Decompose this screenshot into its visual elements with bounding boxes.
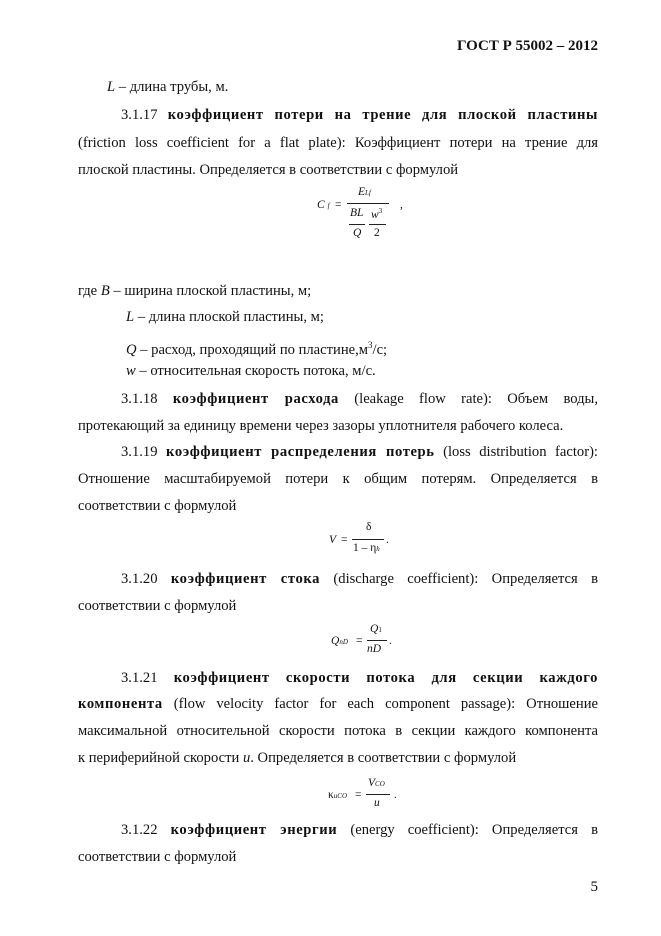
formula-numerator: δ <box>366 521 372 533</box>
section-3-1-20-line1: 3.1.20 коэффициент стока (discharge coefficient): Определяется в <box>121 571 598 587</box>
section-3-1-18-line1: 3.1.18 коэффициент расхода (leakage flow rate): Объем воды, <box>121 391 598 407</box>
formula-two: 2 <box>374 227 380 239</box>
formula-numerator: ELf <box>358 186 371 198</box>
formula-equals: = <box>355 789 362 801</box>
formula-numerator: VCO <box>368 777 385 789</box>
where-w: w – относительная скорость потока, м/с. <box>126 363 376 379</box>
formula-lhs: Cf <box>317 199 330 211</box>
formula-lhs: κuCO <box>328 789 348 801</box>
section-3-1-20-line2: соответствии с формулой <box>78 598 237 614</box>
section-3-1-19-line3: соответствии с формулой <box>78 498 237 514</box>
formula-trailing-comma: , <box>400 199 403 211</box>
section-3-1-17-line2: (friction loss coefficient for a flat plate): Коэффициент потери на трение для <box>78 135 598 151</box>
formula-trailing-dot: . <box>394 789 397 801</box>
section-3-1-19-line1: 3.1.19 коэффициент распределения потерь (loss distribution factor): <box>121 444 598 460</box>
formula-denominator: 1 – ηh <box>353 542 380 554</box>
formula-equals: = <box>335 199 342 211</box>
fraction-bar <box>366 794 390 795</box>
section-3-1-21-line2: компонента (flow velocity factor for each component passage): Отношение <box>78 696 598 712</box>
formula-trailing-dot: . <box>386 534 389 546</box>
section-3-1-22-line2: соответствии с формулой <box>78 849 237 865</box>
where-Q: Q – расход, проходящий по $пластине,м^3/с$; <box>126 340 388 358</box>
definition-line-pipe-length <box>107 78 228 96</box>
formula-lhs: V <box>329 534 337 546</box>
fraction-bar <box>347 203 389 204</box>
formula-w: $w^3$ <box>371 207 383 221</box>
term: коэффициент энергии <box>170 822 338 838</box>
formula-denominator: u <box>374 797 380 809</box>
formula-Q: Q <box>353 227 362 239</box>
fraction-bar <box>352 539 384 540</box>
section-number: 3.1.17 <box>121 107 168 123</box>
section-3-1-17-line3: плоской пластины. Определяется в соответствии с формулой <box>78 162 459 178</box>
formula-BL: BL <box>350 207 364 219</box>
section-3-1-21-line1: 3.1.21 коэффициент скорости потока для секции каждого <box>121 670 598 686</box>
formula-equals: = <box>356 635 363 647</box>
section-3-1-19-line2: Отношение масштабируемой потери к общим потерям. Определяется в <box>78 471 598 487</box>
fraction-bar <box>367 640 387 641</box>
where-L: L – длина плоской пластины, м; <box>126 309 324 325</box>
section-3-1-18-line2: протекающий за единицу времени через зазоры уплотнителя рабочего колеса. <box>78 418 564 434</box>
where-B: где B – ширина плоской пластины, м; <box>78 283 312 299</box>
term: компонента <box>78 696 163 712</box>
formula-equals: = <box>341 534 348 546</box>
term: коэффициент потери на трение для плоской пластины <box>167 107 598 123</box>
term: коэффициент распределения потерь <box>166 444 435 460</box>
document-code: ГОСТ Р 55002 – 2012 <box>456 38 598 54</box>
variable-L: L <box>107 79 116 95</box>
definition-text: – длина трубы, м. <box>115 79 229 95</box>
section-3-1-21-line4: к периферийной скорости u. Определяется в соответствии с формулой <box>78 750 517 766</box>
formula-lhs: QnD <box>331 635 348 647</box>
formula-denominator: nD <box>367 643 382 655</box>
inner-fraction-bar-right <box>369 224 386 225</box>
formula-trailing-dot: . <box>389 635 392 647</box>
section-3-1-21-line3: максимальной относительной скорости потока в секции каждого компонента <box>78 723 598 739</box>
term: коэффициент расхода <box>172 391 339 407</box>
formula-numerator: Q1 <box>370 623 382 635</box>
term: коэффициент стока <box>170 571 321 587</box>
inner-fraction-bar-left <box>349 224 365 225</box>
section-3-1-22-line1: 3.1.22 коэффициент энергии (energy coefficient): Определяется в <box>121 822 598 838</box>
section-3-1-17-line1 <box>121 106 598 124</box>
page-number: 5 <box>590 879 598 895</box>
